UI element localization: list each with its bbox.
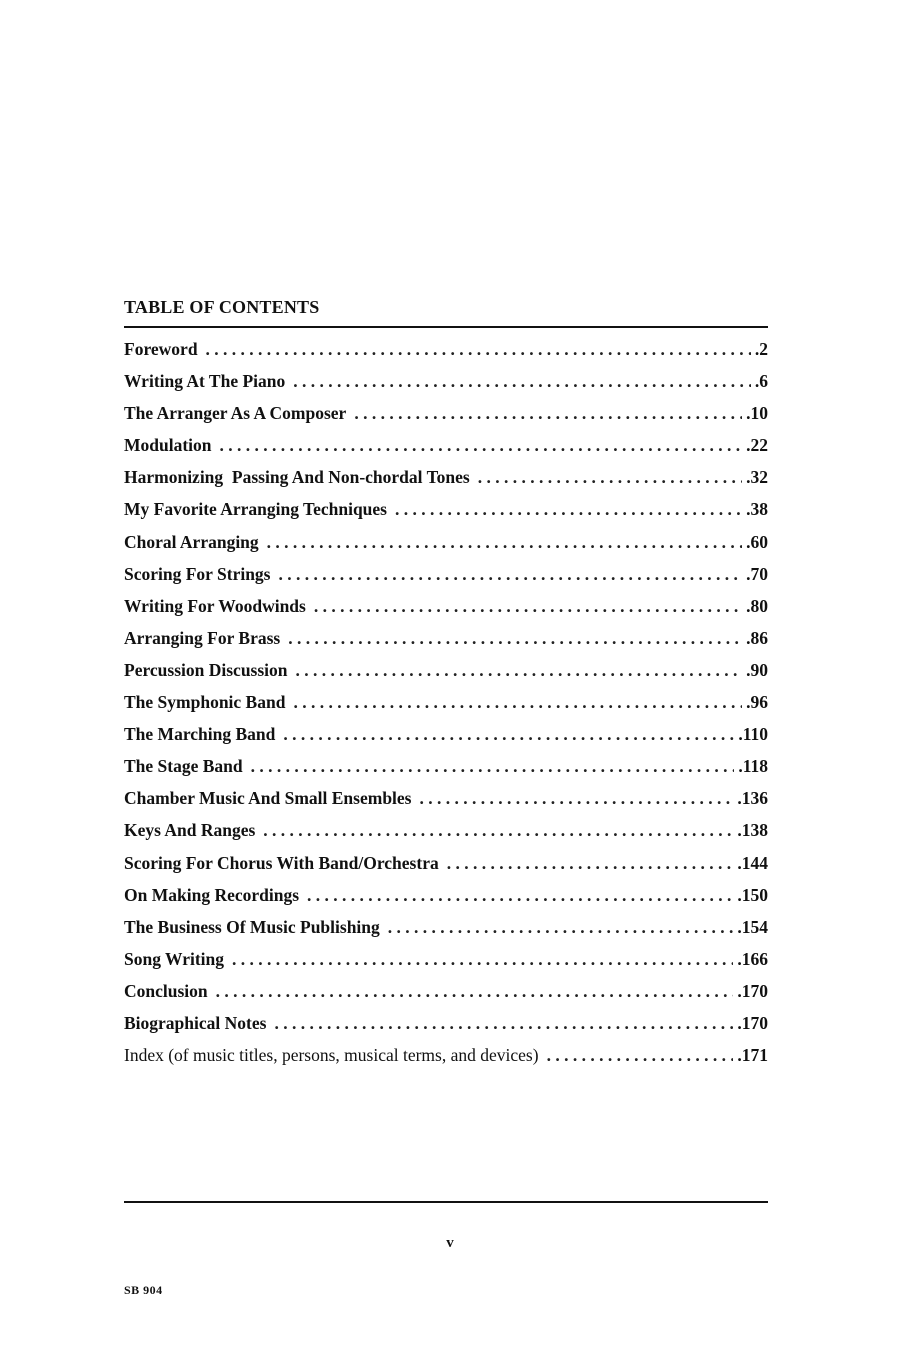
toc-entry [124, 949, 768, 981]
dot-leader [354, 403, 742, 424]
toc-entry [124, 435, 768, 467]
heading-rule [124, 326, 768, 328]
toc-entry-title: Scoring For Strings [124, 563, 271, 584]
toc-entry [124, 756, 768, 788]
dot-leader [263, 820, 733, 841]
toc-entry-page: . 110 [738, 724, 768, 745]
toc-entry-title: Writing For Woodwinds [124, 595, 306, 616]
toc-entry-title: Index (of music titles, persons, musical terms, and devices) [124, 1045, 539, 1066]
toc-entry-page: . 38 [746, 499, 768, 520]
toc-entry [124, 917, 768, 949]
dot-leader [478, 467, 742, 488]
toc-entry-title: The Stage Band [124, 756, 243, 777]
toc-entry-page: . 6 [755, 371, 768, 392]
dot-leader [420, 788, 734, 809]
dot-leader [283, 724, 734, 745]
toc-entry [124, 820, 768, 852]
toc-entry-page: . 60 [746, 532, 768, 553]
toc-entry-title: Foreword [124, 339, 198, 359]
toc-entry-title: Scoring For Chorus With Band/Orchestra [124, 852, 439, 873]
toc-entry-title: The Arranger As A Composer [124, 403, 347, 424]
toc-entry [124, 1013, 768, 1045]
toc-entry [124, 403, 768, 435]
toc-entry-page: . 150 [737, 885, 768, 906]
toc-entry-page: . 170 [737, 981, 768, 1002]
toc-entry-title: The Business Of Music Publishing [124, 916, 380, 937]
toc-heading: TABLE OF CONTENTS [124, 297, 320, 317]
toc-entry [124, 853, 768, 885]
toc-entry-title: The Marching Band [124, 724, 276, 745]
dot-leader [395, 499, 742, 520]
toc-entry-title: Harmonizing Passing And Non-chordal Tones [124, 467, 470, 488]
toc-entry-title: Keys And Ranges [124, 820, 256, 841]
toc-entry-page: . 70 [746, 564, 768, 585]
toc-entry [124, 981, 768, 1013]
toc-entry-title: Chamber Music And Small Ensembles [124, 788, 412, 809]
toc-entry-page: . 154 [737, 917, 768, 938]
dot-leader [220, 435, 743, 456]
toc-entry-page: . 136 [737, 788, 768, 809]
toc-entry-page: . 32 [746, 467, 768, 488]
toc-entry-title: Song Writing [124, 948, 225, 969]
toc-entry [124, 596, 768, 628]
toc-entry-page: . 171 [737, 1045, 768, 1066]
dot-leader [307, 885, 733, 906]
dot-leader [314, 596, 742, 617]
dot-leader [447, 853, 734, 874]
toc-entry-page: . 166 [737, 949, 768, 970]
dot-leader [288, 628, 742, 649]
toc-entry-title: My Favorite Arranging Techniques [124, 499, 387, 520]
toc-entry-page: . 10 [746, 403, 768, 424]
toc-entry-title: Arranging For Brass [124, 627, 281, 648]
toc-entry-page: . 90 [746, 660, 768, 681]
page-number: v [446, 1235, 454, 1251]
dot-leader [216, 981, 734, 1002]
dot-leader [274, 1013, 733, 1034]
toc-entry [124, 724, 768, 756]
catalog-code: SB 904 [124, 1283, 163, 1297]
toc-entry [124, 467, 768, 499]
toc-entry-page: . 2 [755, 339, 768, 360]
toc-entry [124, 339, 768, 371]
dot-leader [296, 660, 743, 681]
dot-leader [547, 1045, 734, 1066]
dot-leader [293, 371, 751, 392]
toc-entry-title: Percussion Discussion [124, 659, 288, 680]
footer-rule [124, 1201, 768, 1203]
toc-entry-title: Biographical Notes [124, 1012, 267, 1033]
toc-entry [124, 885, 768, 917]
toc-entry [124, 660, 768, 692]
toc-entry [124, 564, 768, 596]
toc-entry [124, 371, 768, 403]
toc-entry-page: . 96 [746, 692, 768, 713]
toc-entry-title: Modulation [124, 435, 212, 456]
dot-leader [251, 756, 735, 777]
toc-entry [124, 692, 768, 724]
toc-entry [124, 532, 768, 564]
toc-entry [124, 499, 768, 531]
dot-leader [232, 949, 733, 970]
toc-entry [124, 628, 768, 660]
toc-list [124, 339, 768, 1077]
toc-entry [124, 788, 768, 820]
dot-leader [206, 339, 751, 360]
toc-entry-page: . 144 [737, 853, 768, 874]
toc-entry-title: On Making Recordings [124, 884, 300, 905]
dot-leader [279, 564, 743, 585]
toc-entry-title: Conclusion [124, 980, 208, 1001]
toc-entry-page: . 118 [738, 756, 768, 777]
toc-entry-title: The Symphonic Band [124, 692, 286, 713]
toc-entry-page: . 22 [746, 435, 768, 456]
dot-leader [388, 917, 734, 938]
dot-leader [293, 692, 742, 713]
toc-entry-page: . 80 [746, 596, 768, 617]
dot-leader [267, 532, 742, 553]
toc-entry-title: Choral Arranging [124, 531, 259, 552]
toc-entry-page: . 138 [737, 820, 768, 841]
toc-entry-page: . 86 [746, 628, 768, 649]
toc-entry-page: . 170 [737, 1013, 768, 1034]
toc-entry [124, 1045, 768, 1077]
toc-entry-title: Writing At The Piano [124, 371, 286, 392]
